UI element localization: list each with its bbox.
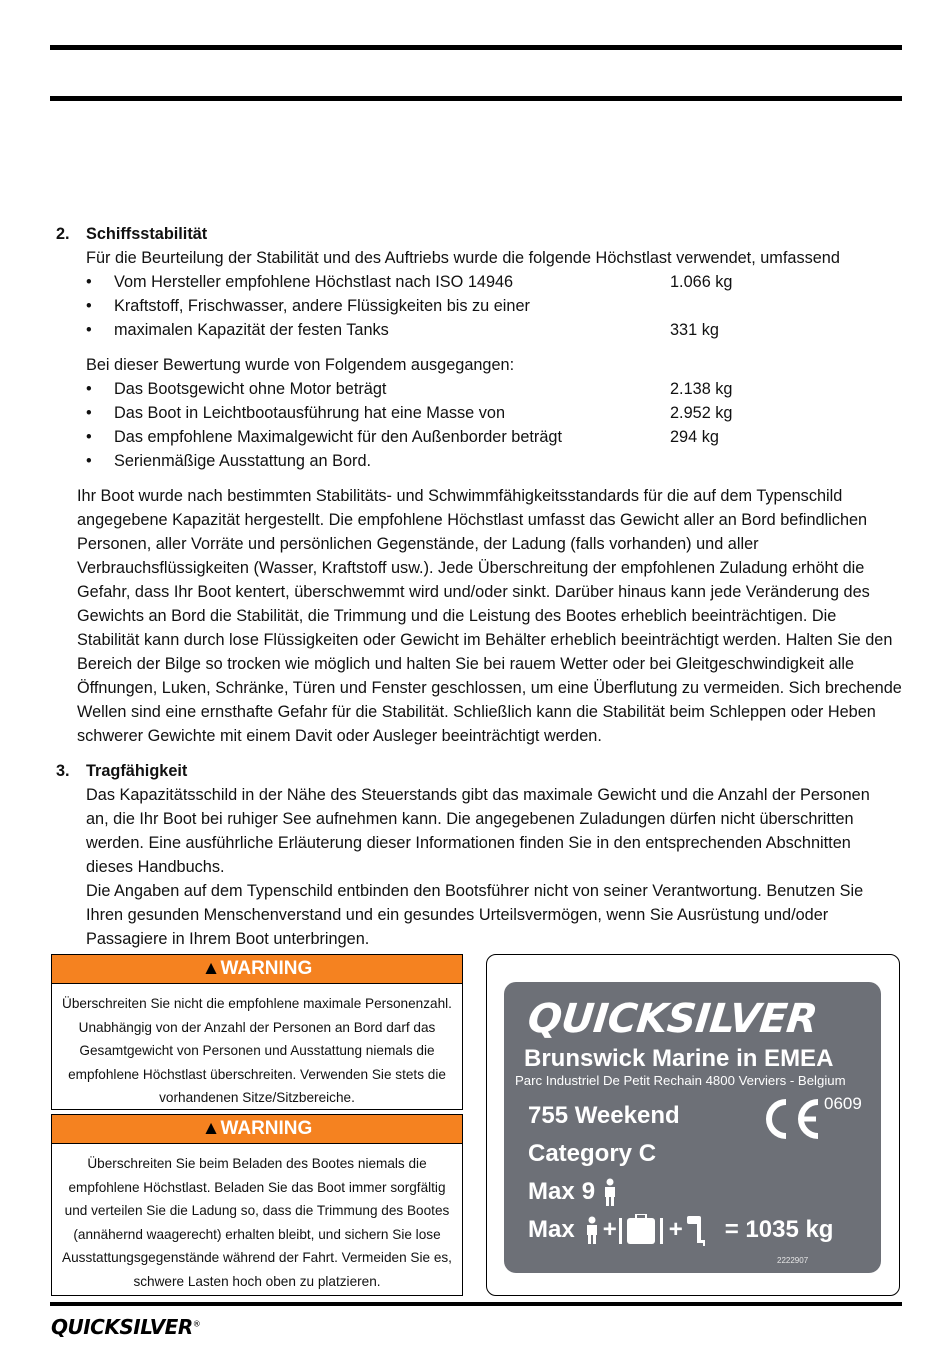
luggage-icon [619, 1214, 665, 1246]
footer-rule [50, 1302, 902, 1306]
list-item-value: 331 kg [670, 321, 719, 339]
plate-brand-logo: QUICKSILVER [525, 996, 820, 1042]
list-item-value: 2.952 kg [670, 404, 733, 422]
list-item [56, 449, 902, 473]
section-heading [56, 759, 902, 783]
warning-box [51, 954, 463, 1110]
ce-mark-icon [760, 1094, 824, 1144]
section-intro: Für die Beurteilung der Stabilität und des Auftriebs wurde die folgende Höchstlast verwendet, umfassend [86, 249, 840, 267]
list-item-value [670, 294, 790, 318]
list-item-continuation [56, 318, 902, 342]
list-item [56, 294, 902, 318]
person-icon [601, 1178, 619, 1206]
warning-triangle-icon: ▲ [201, 1118, 221, 1139]
plate-category: Category C [528, 1140, 657, 1167]
warning-box [51, 1114, 463, 1296]
list-item-value [670, 449, 790, 473]
plus-sign: + [668, 1216, 683, 1243]
plate-company: Brunswick Marine in EMEA [524, 1045, 834, 1072]
capacity-paragraph: Das Kapazitätsschild in der Nähe des Steuerstands gibt das maximale Gewicht und die Anzahl der Personen an, die Ihr Boot bei ruhiger See aufnehmen kann. Die angegebenen Zuladungen dürfen nicht überschritten werden. Eine ausführliche Erläuterung dieser Informationen finden Sie in den entsprechenden Abschnitten dieses Handbuchs. [86, 786, 870, 876]
person-icon [583, 1215, 601, 1245]
assumption-list [56, 377, 902, 473]
footer-brand: QUICKSILVER [51, 1315, 193, 1339]
list-item-value: 294 kg [670, 428, 719, 446]
list-item-text: • maximalen Kapazität der festen Tanks [114, 321, 389, 339]
warning-header [52, 955, 462, 984]
footer-brand-logo [51, 1315, 200, 1339]
warning-label: WARNING [220, 958, 313, 979]
responsibility-paragraph: Die Angaben auf dem Typenschild entbinden den Bootsführer nicht von seiner Verantwortung. Benutzen Sie Ihren gesunden Menschenverstand und ein gesundes Urteilsvermögen, wenn Sie Ausrüstung und/oder Passagiere in Ihrem Boot unterbringen. [86, 882, 864, 948]
list-item-text: • Das empfohlene Maximalgewicht für den Außenborder beträgt [114, 428, 562, 446]
list-item-value: 1.066 kg [670, 273, 733, 291]
section-number: 2. [56, 225, 70, 243]
plate-max-persons [528, 1178, 619, 1206]
max-label: Max [528, 1216, 575, 1243]
max-persons-value: 9 [581, 1178, 596, 1205]
stability-paragraph: Ihr Boot wurde nach bestimmten Stabilitäts- und Schwimmfähigkeitsstandards für die auf dem Typenschild angegebene Kapazität hergestellt. Die empfohlene Höchstlast umfasst das Gewicht aller an Bord befindlichen Personen, aller Vorräte und persönlichen Gegenstände, der Ladung (falls vorhanden) und aller Verbrauchsflüssigkeiten (Wasser, Kraftstoff usw.). Jede Überschreitung der empfohlenen Zuladung erhöht die Gefahr, dass Ihr Boot kentert, überschwemmt wird und/oder sinkt. Darüber hinaus kann jede Veränderung des Gewichts an Bord die Stabilität, die Trimmung und die Leistung des Bootes erheblich beeinträchtigen. Die Stabilität kann durch lose Flüssigkeiten oder Gewicht im Behälter erheblich beeinträchtigt werden. Halten Sie den Bereich der Bilge so trocken wie möglich und halten Sie bei rauem Wetter oder bei Gleitgeschwindigkeit alle Öffnungen, Luken, Schränke, Türen und Fenster geschlossen, um eine Überflutung zu vermeiden. Sich brechende Wellen sind eine ernsthafte Gefahr für die Stabilität. Schließlich kann die Stabilität beim Schleppen oder Heben schwerer Gewichte mit einem Davit oder Ausleger beeinträchtigt werden. [77, 487, 902, 745]
plate-notified-body: 0609 [824, 1094, 862, 1113]
plate-total-weight: = 1035 kg [724, 1216, 834, 1243]
list-item [56, 270, 902, 294]
list-item-text: • Kraftstoff, Frischwasser, andere Flüssigkeiten bis zu einer [114, 297, 530, 315]
section-number: 3. [56, 762, 70, 780]
list-item [56, 425, 902, 449]
load-list [56, 270, 902, 342]
plate-max-load [528, 1214, 868, 1246]
list-item-text: • Serienmäßige Ausstattung an Bord. [114, 452, 372, 470]
plate-model: 755 Weekend [528, 1102, 680, 1129]
section-title: Schiffsstabilität [86, 225, 208, 243]
list-item-value: 2.138 kg [670, 380, 733, 398]
warning-text: Überschreiten Sie beim Beladen des Bootes niemals die empfohlene Höchstlast. Beladen Sie das Boot immer sorgfältig und verteilen Sie die Ladung so, dass die Trimmung des Bootes (annähernd waagerecht) erhalten bleibt, und sichern Sie lose Ausstattungsgegenstände während der Fahrt. Vermeiden Sie es, schwere Lasten hoch oben zu platzieren. [62, 1156, 452, 1289]
list-item-text: • Vom Hersteller empfohlene Höchstlast nach ISO 14946 [114, 273, 514, 291]
warning-header [52, 1115, 462, 1144]
section-stability [56, 222, 902, 473]
list-item [56, 377, 902, 401]
registered-mark: ® [192, 1319, 201, 1329]
warning-triangle-icon: ▲ [201, 958, 221, 979]
section-heading [56, 222, 902, 246]
section-title: Tragfähigkeit [86, 762, 188, 780]
plate-serial: 2222907 [777, 1256, 809, 1265]
section-capacity [56, 759, 902, 951]
list-item [56, 401, 902, 425]
assumption-intro: Bei dieser Bewertung wurde von Folgendem ausgegangen: [86, 356, 515, 374]
plate-address: Parc Industriel De Petit Rechain 4800 Verviers - Belgium [515, 1073, 846, 1088]
header-rule-top [50, 45, 902, 50]
warning-label: WARNING [220, 1118, 313, 1139]
list-item-text: • Das Boot in Leichtbootausführung hat eine Masse von [114, 404, 506, 422]
plus-sign: + [602, 1216, 617, 1243]
capacity-plate [504, 982, 881, 1273]
header-rule-bottom [50, 96, 902, 101]
warning-text: Überschreiten Sie nicht die empfohlene maximale Personenzahl. Unabhängig von der Anzahl der Personen an Bord darf das Gesamtgewicht von Personen und Ausstattung niemals die empfohlene Höchstlast überschreiten. Verwenden Sie stets die vorhandenen Sitze/Sitzbereiche. [62, 996, 452, 1106]
list-item-text: • Das Bootsgewicht ohne Motor beträgt [114, 380, 387, 398]
max-label: Max [528, 1178, 575, 1205]
outboard-motor-icon [687, 1214, 709, 1246]
